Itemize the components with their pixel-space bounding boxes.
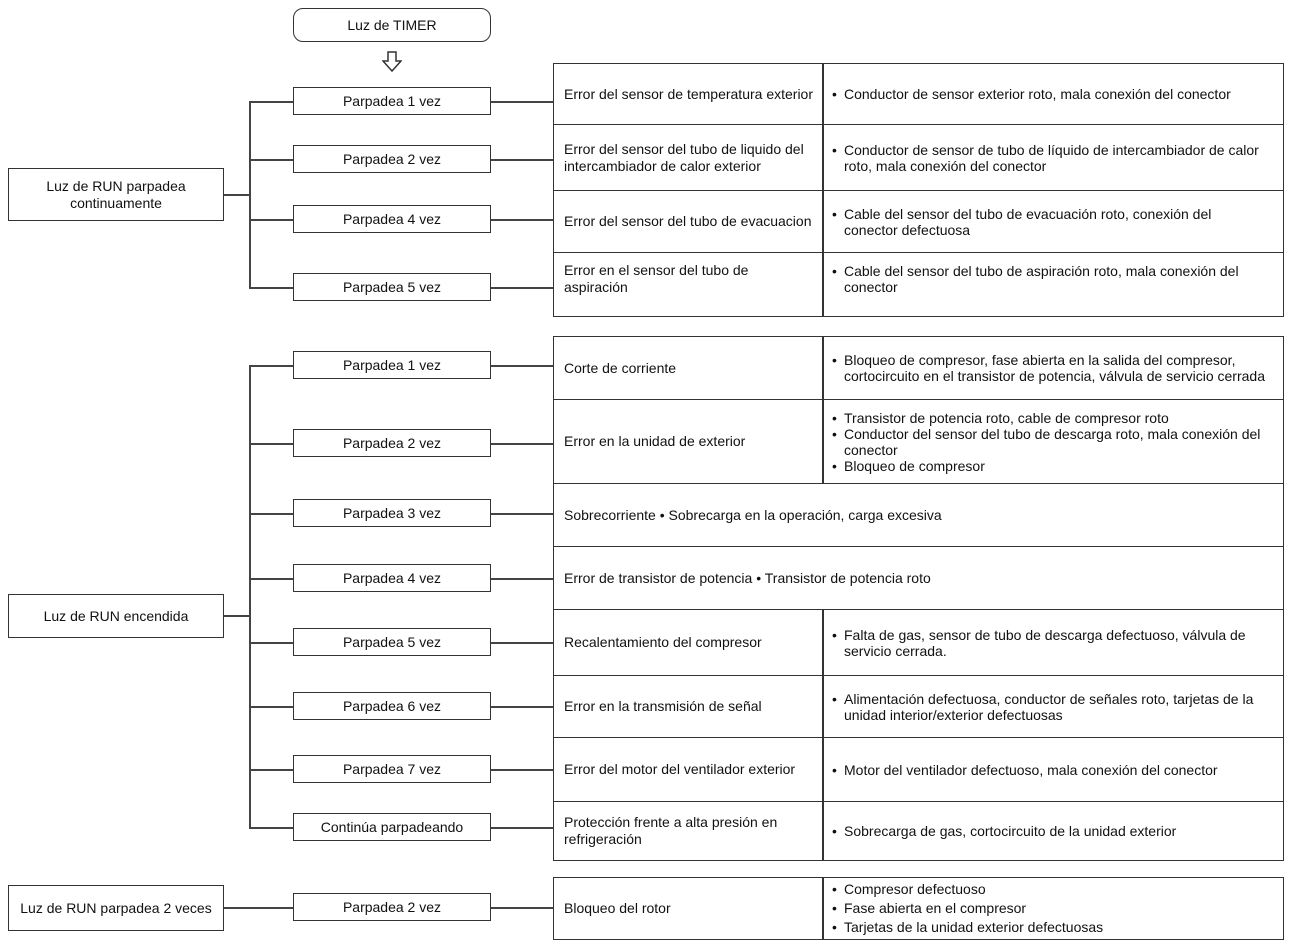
- group-2-blink-4: [293, 564, 491, 592]
- blink-label: Parpadea 1 vez: [342, 356, 442, 373]
- group-3-blink-1: [293, 893, 491, 921]
- table-row: [554, 252, 1283, 316]
- table-row: [554, 190, 1283, 252]
- group-1-blink-1: [293, 87, 491, 115]
- detail-list: • Falta de gas, sensor de tubo de descarga defectuoso, válvula de servicio cerrada.: [832, 610, 1268, 675]
- group-2-blink-1: [293, 351, 491, 379]
- detail-list: • Cable del sensor del tubo de evacuación roto, conexión del conector defectuosa: [832, 191, 1268, 252]
- cause-text: Recalentamiento del compresor: [564, 634, 762, 650]
- detail-item: Bloqueo de compresor: [844, 457, 985, 474]
- group-1-table: [553, 63, 1284, 317]
- detail-item: Falta de gas, sensor de tubo de descarga defectuoso, válvula de servicio cerrada.: [844, 626, 1246, 659]
- detail-list: • Conductor de sensor de tubo de líquido de intercambiador de calor roto, mala conexión del conector: [832, 125, 1268, 190]
- group-2-blink-2: [293, 429, 491, 457]
- blink-label: Parpadea 5 vez: [342, 633, 442, 650]
- cause-text: Error en la unidad de exterior: [564, 433, 746, 449]
- timer-light-label: Luz de TIMER: [347, 16, 437, 33]
- detail-item: Alimentación defectuosa, conductor de señales roto, tarjetas de la unidad interior/exterior defectuosas: [844, 690, 1254, 723]
- blink-label: Parpadea 4 vez: [342, 569, 442, 586]
- table-row: [554, 124, 1283, 190]
- blink-label: Parpadea 4 vez: [342, 210, 442, 227]
- detail-list: • Cable del sensor del tubo de aspiración roto, mala conexión del conector: [832, 253, 1268, 305]
- blink-label: Parpadea 1 vez: [342, 92, 442, 109]
- detail-item: Sobrecarga de gas, cortocircuito de la unidad exterior: [844, 823, 1177, 839]
- detail-item: Conductor del sensor del tubo de descarga roto, mala conexión del conector: [844, 425, 1261, 458]
- group-2-blink-3: [293, 499, 491, 527]
- cause-text: Corte de corriente: [564, 359, 677, 376]
- detail-list: • Alimentación defectuosa, conductor de señales roto, tarjetas de la unidad interior/exterior defectuosas: [832, 676, 1268, 737]
- blink-label: Parpadea 3 vez: [342, 504, 442, 521]
- group-3-left-box: [8, 885, 224, 931]
- blink-label: Parpadea 2 vez: [342, 434, 442, 451]
- cause-text: Bloqueo del rotor: [564, 900, 671, 916]
- group-2-table: [553, 336, 1284, 861]
- detail-item: Cable del sensor del tubo de aspiración roto, mala conexión del conector: [844, 263, 1239, 295]
- cause-text: Error del sensor del tubo de liquido del intercambiador de calor exterior: [564, 140, 804, 174]
- table-row: [554, 609, 1283, 675]
- group-2-blink-6: [293, 692, 491, 720]
- cause-text: Error del sensor del tubo de evacuacion: [564, 213, 812, 229]
- detail-item: Compresor defectuoso: [844, 881, 986, 897]
- group-2-blink-5: [293, 628, 491, 656]
- cause-text: Error en la transmisión de señal: [564, 698, 762, 714]
- detail-list: • Conductor de sensor exterior roto, mala conexión del conector: [832, 86, 1231, 102]
- table-row: [554, 878, 1283, 939]
- detail-item: Tarjetas de la unidad exterior defectuosas: [844, 919, 1104, 935]
- table-row: [554, 546, 1283, 609]
- table-row: [554, 737, 1283, 801]
- detail-item: Transistor de potencia roto, cable de compresor roto: [844, 409, 1169, 426]
- table-row: [554, 337, 1283, 399]
- timer-light-box: [293, 8, 491, 42]
- group-2-blink-8: [293, 813, 491, 841]
- table-row: [554, 64, 1283, 124]
- full-row-text: Sobrecorriente • Sobrecarga en la operación, carga excesiva: [564, 507, 942, 523]
- group-2-left-box: [8, 594, 224, 638]
- full-row-text: Error de transistor de potencia • Transistor de potencia roto: [564, 570, 931, 586]
- detail-item: Conductor de sensor exterior roto, mala conexión del conector: [844, 86, 1231, 102]
- detail-list: • Motor del ventilador defectuoso, mala conexión del conector: [832, 761, 1218, 778]
- group-1-blink-4: [293, 273, 491, 301]
- detail-list: • Compresor defectuoso • Fase abierta en el compresor • Tarjetas de la unidad exterior defectuosas: [832, 881, 1104, 935]
- detail-item: Fase abierta en el compresor: [844, 900, 1027, 916]
- blink-label: Parpadea 2 vez: [342, 898, 442, 915]
- cause-text: Error del motor del ventilador exterior: [564, 761, 796, 777]
- blink-label: Parpadea 6 vez: [342, 697, 442, 714]
- cause-text: Error del sensor de temperatura exterior: [564, 85, 813, 102]
- cause-text: Error en el sensor del tubo de aspiración: [564, 262, 749, 295]
- group-1-left-label: Luz de RUN parpadea continuamente: [46, 177, 186, 211]
- group-2-left-label: Luz de RUN encendida: [43, 607, 189, 624]
- group-2-blink-7: [293, 755, 491, 783]
- blink-label: Parpadea 7 vez: [342, 760, 442, 777]
- detail-item: Motor del ventilador defectuoso, mala conexión del conector: [844, 761, 1218, 778]
- detail-list: • Sobrecarga de gas, cortocircuito de la unidad exterior: [832, 823, 1177, 839]
- blink-label: Parpadea 2 vez: [342, 150, 442, 167]
- table-row: [554, 483, 1283, 546]
- blink-label: Parpadea 5 vez: [342, 278, 442, 295]
- group-1-left-box: [8, 168, 224, 221]
- table-row: [554, 675, 1283, 737]
- detail-item: Bloqueo de compresor, fase abierta en la salida del compresor, cortocircuito en el transistor de potencia, válvula de servicio cerrada: [844, 352, 1265, 384]
- group-3-left-label: Luz de RUN parpadea 2 veces: [20, 899, 212, 916]
- group-1-blink-3: [293, 205, 491, 233]
- cause-text: Protección frente a alta presión en refrigeración: [564, 814, 778, 847]
- table-row: [554, 801, 1283, 860]
- detail-item: Conductor de sensor de tubo de líquido de intercambiador de calor roto, mala conexión del conector: [844, 141, 1259, 174]
- detail-list: • Transistor de potencia roto, cable de compresor roto • Conductor del sensor del tubo de descarga roto, mala conexión del conector • Bloqueo de compresor: [832, 400, 1268, 483]
- blink-label: Continúa parpadeando: [320, 818, 464, 835]
- down-arrow-icon: [382, 51, 402, 73]
- table-row: [554, 399, 1283, 483]
- group-1-blink-2: [293, 145, 491, 173]
- detail-item: Cable del sensor del tubo de evacuación roto, conexión del conector defectuosa: [844, 205, 1212, 238]
- group-3-table: [553, 877, 1284, 940]
- detail-list: • Bloqueo de compresor, fase abierta en la salida del compresor, cortocircuito en el transistor de potencia, válvula de servicio cerrada: [832, 337, 1268, 399]
